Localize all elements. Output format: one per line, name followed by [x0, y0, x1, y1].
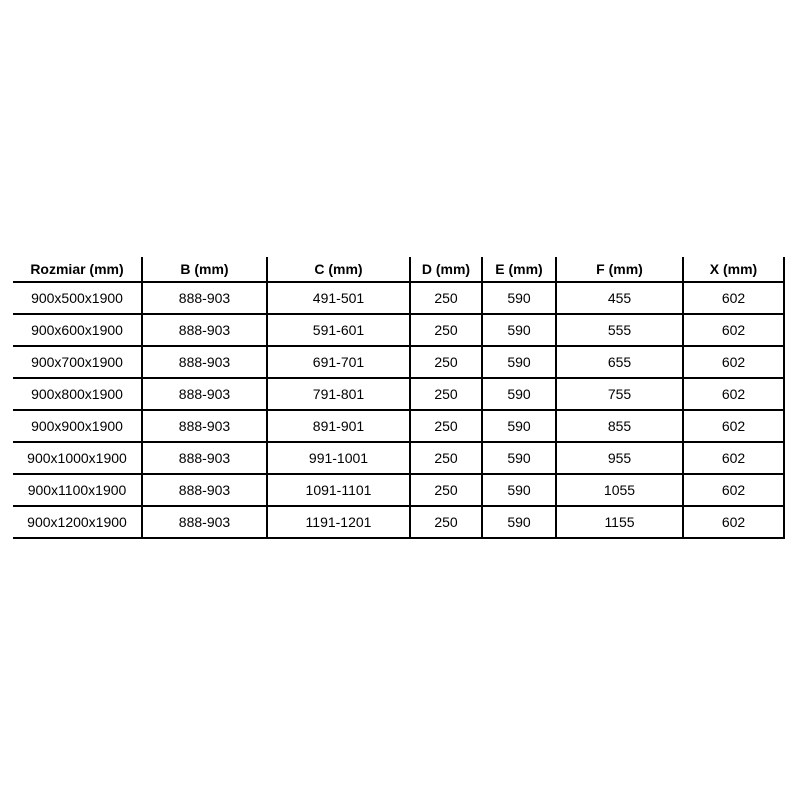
cell-c: 591-601: [267, 314, 410, 346]
table-row: [13, 442, 784, 474]
cell-b: 888-903: [142, 282, 267, 314]
cell-x: 602: [683, 378, 784, 410]
column-header-d: D (mm): [410, 257, 482, 282]
cell-d: 250: [410, 474, 482, 506]
table-row: [13, 346, 784, 378]
cell-x: 602: [683, 282, 784, 314]
cell-rozmiar: 900x900x1900: [13, 410, 142, 442]
column-header-b: B (mm): [142, 257, 267, 282]
cell-c: 1091-1101: [267, 474, 410, 506]
cell-rozmiar: 900x500x1900: [13, 282, 142, 314]
cell-e: 590: [482, 346, 556, 378]
cell-x: 602: [683, 314, 784, 346]
cell-f: 755: [556, 378, 683, 410]
cell-d: 250: [410, 506, 482, 538]
cell-b: 888-903: [142, 346, 267, 378]
cell-d: 250: [410, 346, 482, 378]
cell-e: 590: [482, 410, 556, 442]
cell-f: 1055: [556, 474, 683, 506]
column-header-rozmiar: Rozmiar (mm): [13, 257, 142, 282]
cell-rozmiar: 900x1000x1900: [13, 442, 142, 474]
cell-e: 590: [482, 282, 556, 314]
cell-x: 602: [683, 442, 784, 474]
cell-rozmiar: 900x600x1900: [13, 314, 142, 346]
cell-x: 602: [683, 474, 784, 506]
table-header-row: [13, 257, 784, 282]
column-header-f: F (mm): [556, 257, 683, 282]
cell-f: 1155: [556, 506, 683, 538]
cell-f: 555: [556, 314, 683, 346]
cell-c: 491-501: [267, 282, 410, 314]
column-header-x: X (mm): [683, 257, 784, 282]
cell-e: 590: [482, 378, 556, 410]
cell-x: 602: [683, 346, 784, 378]
cell-f: 455: [556, 282, 683, 314]
cell-rozmiar: 900x1200x1900: [13, 506, 142, 538]
cell-d: 250: [410, 378, 482, 410]
cell-x: 602: [683, 506, 784, 538]
cell-d: 250: [410, 282, 482, 314]
cell-c: 891-901: [267, 410, 410, 442]
cell-b: 888-903: [142, 506, 267, 538]
cell-f: 655: [556, 346, 683, 378]
cell-c: 991-1001: [267, 442, 410, 474]
column-header-c: C (mm): [267, 257, 410, 282]
dimensions-table: [13, 257, 785, 539]
cell-rozmiar: 900x700x1900: [13, 346, 142, 378]
cell-e: 590: [482, 314, 556, 346]
cell-b: 888-903: [142, 378, 267, 410]
cell-b: 888-903: [142, 410, 267, 442]
table-row: [13, 474, 784, 506]
cell-c: 691-701: [267, 346, 410, 378]
cell-b: 888-903: [142, 474, 267, 506]
cell-x: 602: [683, 410, 784, 442]
cell-f: 855: [556, 410, 683, 442]
table-body: [13, 282, 784, 538]
cell-rozmiar: 900x1100x1900: [13, 474, 142, 506]
cell-d: 250: [410, 410, 482, 442]
cell-c: 1191-1201: [267, 506, 410, 538]
table-row: [13, 506, 784, 538]
column-header-e: E (mm): [482, 257, 556, 282]
table-row: [13, 282, 784, 314]
cell-e: 590: [482, 474, 556, 506]
cell-e: 590: [482, 506, 556, 538]
cell-rozmiar: 900x800x1900: [13, 378, 142, 410]
table-row: [13, 314, 784, 346]
table-row: [13, 378, 784, 410]
cell-d: 250: [410, 442, 482, 474]
cell-b: 888-903: [142, 442, 267, 474]
cell-e: 590: [482, 442, 556, 474]
cell-f: 955: [556, 442, 683, 474]
table-row: [13, 410, 784, 442]
cell-d: 250: [410, 314, 482, 346]
cell-b: 888-903: [142, 314, 267, 346]
cell-c: 791-801: [267, 378, 410, 410]
